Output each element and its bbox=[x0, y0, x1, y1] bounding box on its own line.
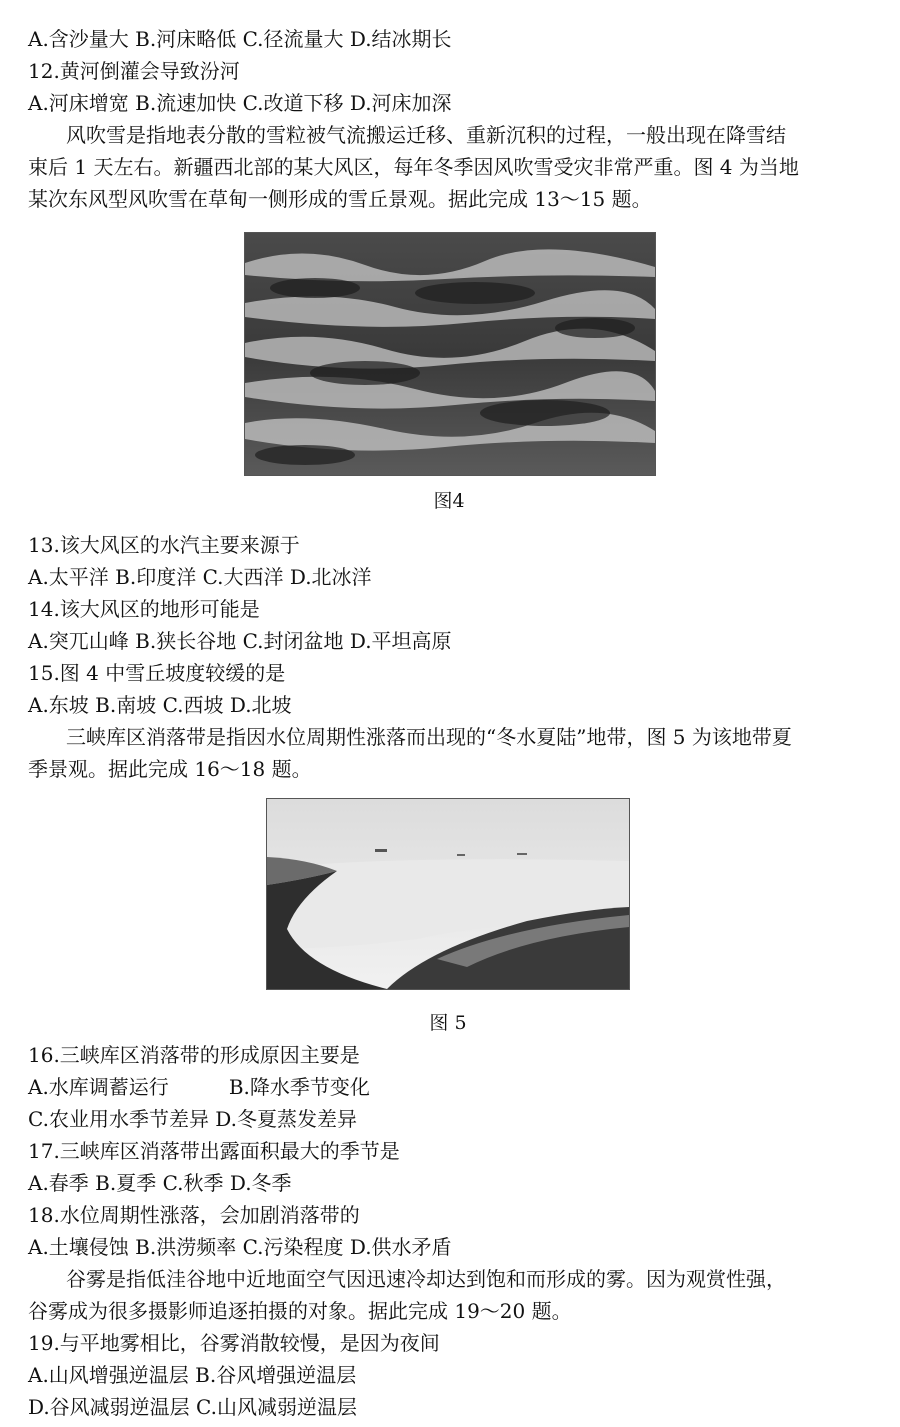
passage2-line2: 季景观。据此完成 16～18 题。 bbox=[28, 757, 312, 781]
q14-stem: 14.该大风区的地形可能是 bbox=[28, 597, 260, 621]
q19-options-ab: A.山风增强逆温层 B.谷风增强逆温层 bbox=[28, 1363, 357, 1387]
passage1-line3: 某次东风型风吹雪在草甸一侧形成的雪丘景观。据此完成 13～15 题。 bbox=[28, 187, 652, 211]
q16-options-ab bbox=[28, 1072, 370, 1102]
passage3-line1: 谷雾是指低洼谷地中近地面空气因迅速冷却达到饱和而形成的雾。因为观赏性强， bbox=[66, 1267, 786, 1291]
q16-options-cd: C.农业用水季节差异 D.冬夏蒸发差异 bbox=[28, 1107, 357, 1131]
figure5-caption: 图 5 bbox=[429, 1012, 467, 1034]
q14-options: A.突兀山峰 B.狭长谷地 C.封闭盆地 D.平坦高原 bbox=[28, 629, 452, 653]
passage3-line2: 谷雾成为很多摄影师追逐拍摄的对象。据此完成 19～20 题。 bbox=[28, 1299, 572, 1323]
q12-stem: 12.黄河倒灌会导致汾河 bbox=[28, 59, 240, 83]
q16-option-a: A.水库调蓄运行 bbox=[28, 1075, 169, 1099]
q13-stem: 13.该大风区的水汽主要来源于 bbox=[28, 533, 300, 557]
snow-dune-photo bbox=[245, 233, 655, 475]
q15-stem: 15.图 4 中雪丘坡度较缓的是 bbox=[28, 661, 286, 685]
q19-options-dc: D.谷风减弱逆温层 C.山风减弱逆温层 bbox=[28, 1395, 357, 1419]
q16-option-b: B.降水季节变化 bbox=[228, 1075, 370, 1099]
q17-stem: 17.三峡库区消落带出露面积最大的季节是 bbox=[28, 1139, 400, 1163]
q12-options: A.河床增宽 B.流速加快 C.改道下移 D.河床加深 bbox=[28, 91, 452, 115]
passage1-line2: 束后 1 天左右。新疆西北部的某大风区，每年冬季因风吹雪受灾非常严重。图 4 为当地 bbox=[28, 155, 799, 179]
figure4-image bbox=[244, 232, 656, 476]
q18-options: A.土壤侵蚀 B.洪涝频率 C.污染程度 D.供水矛盾 bbox=[28, 1235, 452, 1259]
passage1-line1: 风吹雪是指地表分散的雪粒被气流搬运迁移、重新沉积的过程，一般出现在降雪结 bbox=[66, 123, 786, 147]
q18-stem: 18.水位周期性涨落，会加剧消落带的 bbox=[28, 1203, 360, 1227]
q16-stem: 16.三峡库区消落带的形成原因主要是 bbox=[28, 1043, 360, 1067]
q13-options: A.太平洋 B.印度洋 C.大西洋 D.北冰洋 bbox=[28, 565, 372, 589]
q15-options: A.东坡 B.南坡 C.西坡 D.北坡 bbox=[28, 693, 292, 717]
q17-options: A.春季 B.夏季 C.秋季 D.冬季 bbox=[28, 1171, 292, 1195]
figure5-image bbox=[266, 798, 630, 990]
q11-options: A.含沙量大 B.河床略低 C.径流量大 D.结冰期长 bbox=[28, 27, 452, 51]
reservoir-photo bbox=[267, 799, 629, 989]
passage2-line1: 三峡库区消落带是指因水位周期性涨落而出现的“冬水夏陆”地带，图 5 为该地带夏 bbox=[66, 725, 792, 749]
figure4-caption: 图4 bbox=[433, 490, 465, 512]
q19-stem: 19.与平地雾相比，谷雾消散较慢，是因为夜间 bbox=[28, 1331, 440, 1355]
